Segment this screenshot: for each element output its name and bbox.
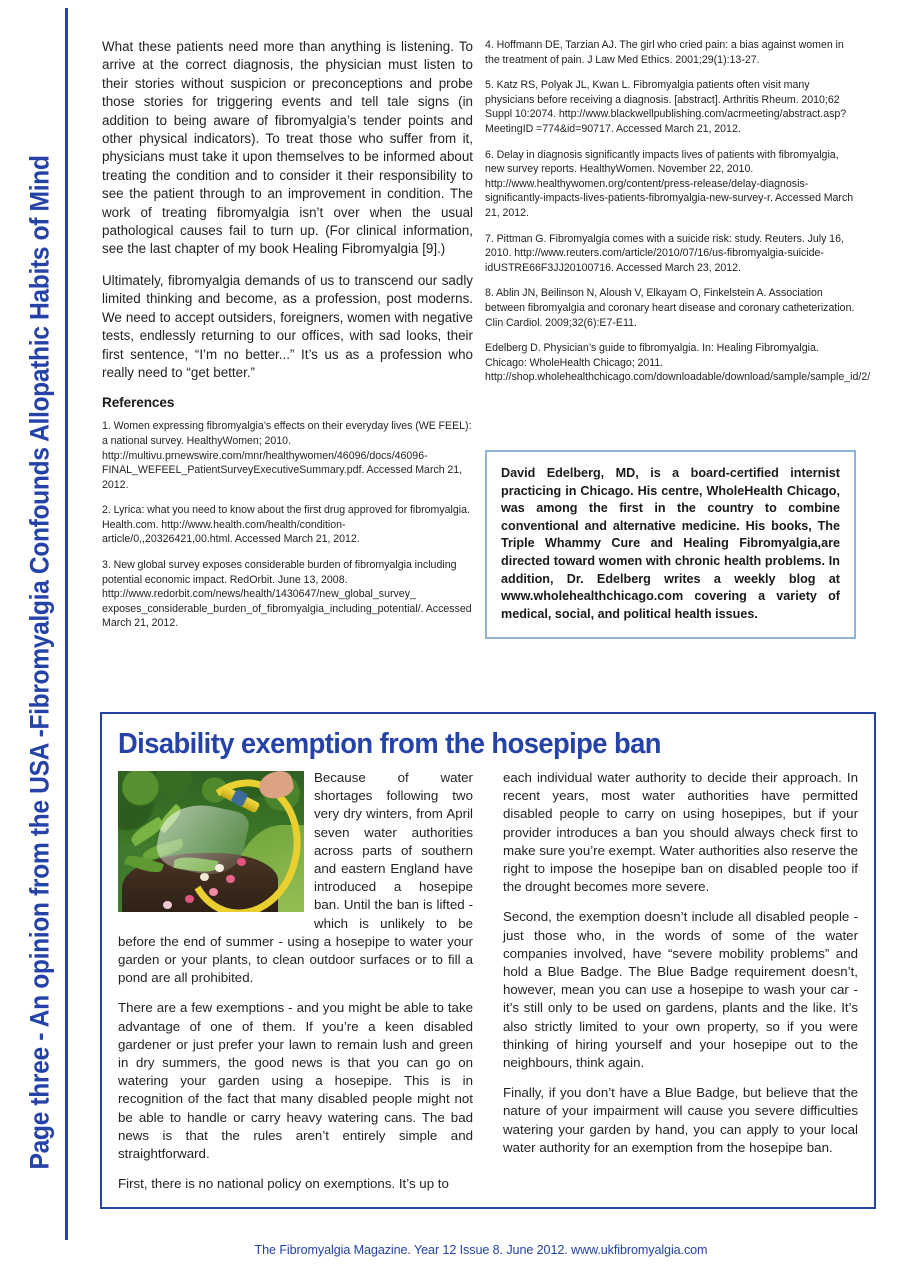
garden-hose-photo [118, 771, 304, 912]
body-paragraph: What these patients need more than anything is listening. To arrive at the correct diagnosis, the physician must listen to their stories without suspicion or preconceptions and probe those stories for triggering events and tell tale signs (in addition to being aware of fibromyalgia’s tender points and other physical indicators). To treat those who suffer from it, physicians must take it upon themselves to be informed about treating the condition and to consider it their responsibility to see the patient through to an improvement in condition. The work of treating fibromyalgia isn’t over when the usual pathological causes fail to turn up. (For clinical information, see the last chapter of my book Healing Fibromyalgia [9].) [102, 39, 473, 257]
article-title: Disability exemption from the hosepipe ban [118, 728, 661, 760]
article-paragraph: Second, the exemption doesn’t include all disabled people - just those who, in the words of some of the water companies involved, have “severe mobility problems” and hold a Blue Badge. The Blue Badge requirement doesn’t, however, mean you can use a hosepipe to wash your car - it’s still only to be used on gardens, plants and the like. It’s also strictly limited to your own property, so if you were thinking of hiring yourself and your hosepipe out to the neighbours, think again. [503, 909, 858, 1071]
article-column-left [118, 769, 473, 1205]
reference-item: Edelberg D. Physician’s guide to fibromyalgia. In: Healing Fibromyalgia. Chicago: WholeHealth Chicago; 2011. http://shop.wholehealthchicago.com/downloadable/download/sample/sample_id/2/ [485, 342, 871, 384]
article-paragraph: First, there is no national policy on exemptions. It’s up to [118, 1176, 449, 1192]
reference-item: 2. Lyrica: what you need to know about the first drug approved for fibromyalgia. Health.com. http://www.health.com/health/condition-article/0,,20326421,00.html. Accessed March 21, 2012. [102, 504, 470, 546]
reference-item: 3. New global survey exposes considerable burden of fibromyalgia including potential economic impact. RedOrbit. June 13, 2008. http://www.redorbit.com/news/health/1430647/new_global_survey_ exposes_considerable_burden_of_fibromyalgia_including_potential/. Accessed March 21, 2012. [102, 559, 472, 630]
reference-item: 6. Delay in diagnosis significantly impacts lives of patients with fibromyalgia, new survey reports. HealthyWomen. November 22, 2010. http://www.healthywomen.org/content/press-release/delay-diagnosis-significantly-impacts-lives-patients-fibromyalgia-new-survey-r. Accessed March 21, 2012. [485, 148, 854, 219]
author-bio-text: David Edelberg, MD, is a board-certified internist practicing in Chicago. His centre, WholeHealth Chicago, was among the first in the country to combine conventional and alternative medicine. His books, The Triple Whammy Cure and Healing Fibromyalgia,are directed toward women with chronic health problems. In addition, Dr. Edelberg writes a weekly blog at www.wholehealthchicago.com covering a variety of medical, social, and political health issues. [501, 466, 840, 621]
page-content [86, 0, 905, 1280]
references-heading: References [102, 395, 175, 411]
photo-flower [185, 895, 194, 903]
sidebar-banner [0, 0, 86, 1280]
reference-item: 4. Hoffmann DE, Tarzian AJ. The girl who cried pain: a bias against women in the treatment of pain. J Law Med Ethics. 2001;29(1):13-27. [485, 39, 844, 66]
article-paragraph: Finally, if you don’t have a Blue Badge, but believe that the nature of your impairment will cause you severe difficulties watering your garden by hand, you can apply to your local water authority for an exemption from the hosepipe ban. [503, 1085, 858, 1155]
reference-item: 5. Katz RS, Polyak JL, Kwan L. Fibromyalgia patients often visit many physicians before receiving a diagnosis. [abstract]. Arthritis Rheum. 2010;62 Suppl 10:2074. http://www.blackwellpublishing.com/acrmeeting/abstract.asp?MeetingID =774&id=90717. Accessed March 21, 2012. [485, 79, 847, 135]
column-right [485, 38, 871, 396]
sidebar-vertical-rule [65, 8, 68, 1240]
article-paragraph: each individual water authority to decide their approach. In recent years, most water authorities have permitted disabled people to carry on using hosepipes, but if your provider introduces a ban you should always check first to make sure you’re exempt. Water authorities also reserve the right to impose the hosepipe ban on disabled people too if the drought becomes more severe. [503, 770, 858, 895]
article-paragraph: Because of water shortages following two very dry winters, from April seven water authorities across parts of southern and eastern England have introduced a hosepipe ban. Until the ban is lifted - which is unlikely to be before the end of summer - using a hosepipe to water your garden or your plants, to clean outdoor surfaces or to fill a pond are all prohibited. [118, 770, 473, 986]
hosepipe-article-panel [100, 712, 876, 1209]
reference-item: 8. Ablin JN, Beilinson N, Aloush V, Elkayam O, Finkelstein A. Association between fibromyalgia and coronary heart disease and coronary catheterization. Clin Cardiol. 2009;32(6):E7-E11. [485, 287, 855, 329]
reference-item: 1. Women expressing fibromyalgia’s effects on their everyday lives (WE FEEL): a national survey. HealthyWomen; 2010. http://multivu.prnewswire.com/mnr/healthywomen/46096/docs/46096-FINAL_WEFEEL_PatientSurveyExecutiveSummary.pdf. Accessed March 21, 2012. [102, 420, 472, 491]
sidebar-running-title: Page three - An opinion from the USA -Fibromyalgia Confounds Allopathic Habits of Mind [24, 155, 55, 1170]
column-left [102, 38, 473, 642]
reference-item: 7. Pittman G. Fibromyalgia comes with a suicide risk: study. Reuters. July 16, 2010. http://www.reuters.com/article/2010/07/16/us-fibromyalgia-suicide-idUSTRE66F3JJ20100716. Accessed March 23, 2012. [485, 232, 844, 274]
body-paragraph: Ultimately, fibromyalgia demands of us to transcend our sadly limited thinking and become, as a profession, post moderns. We need to accept outsiders, foreigners, women with negative tests, endlessly returning to our offices, with sad looks, their first sentence, “I’m no better...” It’s us as a profession who really need to “get better.” [102, 272, 473, 380]
article-paragraph: There are a few exemptions - and you might be able to take advantage of one of them. If you’re a keen disabled gardener or just prefer your lawn to remain lush and green in dry summers, the good news is that you can go on watering your garden using a hosepipe. This is in recognition of the fact that many disabled people might not be able to handle or carry heavy watering cans. The bad news is that the rules aren’t entirely simple and straightforward. [118, 1000, 473, 1162]
article-columns [118, 769, 858, 1192]
page-footer: The Fibromyalgia Magazine. Year 12 Issue 8. June 2012. www.ukfibromyalgia.com [254, 1243, 708, 1257]
article-column-right [503, 769, 858, 1169]
author-bio-box [485, 450, 856, 639]
photo-flower [163, 901, 172, 909]
